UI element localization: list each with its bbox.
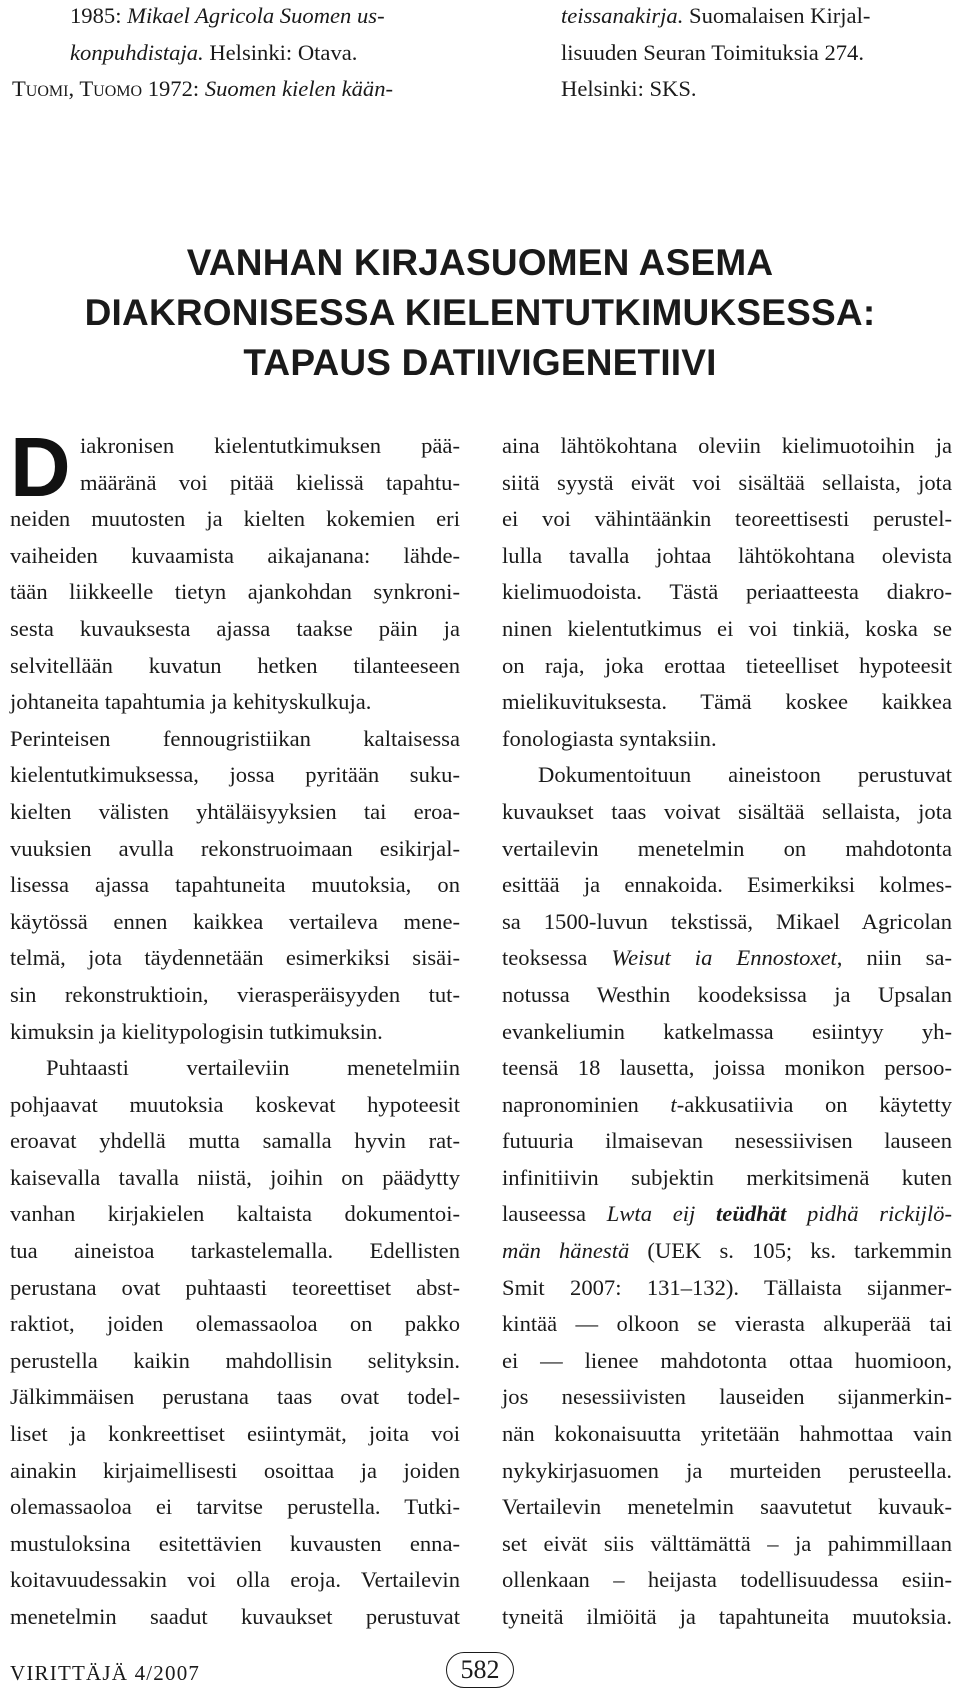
body-line: neiden muutosten ja kielten kokemien eri — [10, 506, 460, 532]
body-line: perustella kaikin mahdollisin selityksin. — [10, 1347, 460, 1373]
body-line: aina lähtökohtana oleviin kielimuotoihin ja — [502, 433, 952, 458]
body-line: pohjaavat muutoksia koskevat hypoteesit — [10, 1091, 460, 1117]
text-run: teoksessa — [502, 945, 612, 971]
body-line: on raja, joka erottaa tieteelliset hypoteesit — [502, 652, 952, 678]
body-line: kintää — olkoon se vierasta alkuperää tai — [502, 1311, 952, 1337]
body-line: Dokumentoituun aineistoon perustuvat — [538, 762, 952, 788]
body-line: Vertailevin menetelmin saavutetut kuvauk- — [502, 1494, 952, 1520]
example-text: Lwta eij — [606, 1201, 717, 1227]
author-name: Tuomi, Tuomo 1972: — [12, 76, 205, 102]
title-line: TAPAUS DATIIVIGENETIIVI — [243, 342, 717, 383]
reference-line — [12, 0, 460, 35]
text-run: , niin sa- — [836, 945, 952, 971]
body-line — [502, 1196, 952, 1233]
body-line: ei — lienee mahdotonta ottaa huomioon, — [502, 1347, 952, 1373]
body-line: Puhtaasti vertaileviin menetelmiin — [46, 1055, 460, 1081]
drop-cap: D — [10, 420, 71, 514]
body-column-left — [10, 420, 460, 1636]
body-line: jos nesessiivisten lauseiden sijanmerkin- — [502, 1384, 952, 1410]
reference-line: konpuhdistaja. Helsinki: Otava. — [70, 39, 358, 65]
body-line: käytössä ennen kaikkea vertaileva mene- — [10, 908, 460, 934]
body-line: fonologiasta syntaksiin. — [502, 725, 717, 751]
paragraph — [502, 428, 952, 757]
journal-issue: VIRITTÄJÄ 4/2007 — [10, 1661, 201, 1685]
text-run: lauseessa — [502, 1201, 607, 1227]
body-line: ainakin kirjaimellisesti osoittaa ja joiden — [10, 1457, 460, 1483]
body-line: Perinteisen fennougristiikan kaltaisessa — [10, 725, 460, 751]
body-line: kaisevalla tavalla niistä, joihin on päädytty — [10, 1164, 460, 1190]
paragraph — [502, 1270, 952, 1636]
body-line: sesta kuvauksesta ajassa taakse päin ja — [10, 615, 460, 641]
body-line: evankeliumin katkelmassa esiintyy yh- — [502, 1018, 952, 1044]
body-line: johtaneita tapahtumia ja kehityskulkuja. — [10, 689, 372, 715]
body-line: määränä voi pitää kielissä tapahtu- — [80, 469, 460, 495]
body-line: siitä syystä eivät voi sisältää sellaista, jota — [502, 469, 952, 495]
body-line: liset ja konkreettiset esiintymät, joita voi — [10, 1421, 460, 1447]
reference-line: teissanakirja. Suomalaisen Kirjal- — [561, 3, 871, 28]
text-run: -akkusatiivia on käytetty — [676, 1091, 952, 1117]
references-left — [12, 0, 460, 108]
body-line: teensä 18 lausetta, joissa monikon persoo- — [502, 1055, 952, 1081]
body-line: notussa Westhin koodeksissa ja Upsalan — [502, 981, 952, 1007]
body-line — [502, 1233, 952, 1270]
reference-line: lisuuden Seuran Toimituksia 274. — [561, 39, 864, 65]
italic-morpheme: t — [670, 1091, 677, 1117]
reference-text: 1985: Mikael Agricola Suomen us- — [70, 3, 385, 28]
body-line: iakronisen kielentutkimuksen pää- — [80, 433, 460, 458]
body-line: set eivät siis välttämättä – ja pahimmillaan — [502, 1530, 952, 1556]
body-line: Smit 2007: 131–132). Tällaista sijanmer- — [502, 1274, 952, 1300]
body-line: vanhan kirjakielen kaltaista dokumentoi- — [10, 1201, 460, 1227]
body-line: kimuksin ja kielitypologisin tutkimuksin. — [10, 1018, 383, 1044]
work-title: Mikael Agricola Suomen us- — [127, 3, 385, 28]
body-line: eroavat yhdellä mutta samalla hyvin rat- — [10, 1128, 460, 1154]
title-line: VANHAN KIRJASUOMEN ASEMA — [186, 242, 774, 283]
example-text: pidhä rickijlö- — [786, 1201, 952, 1227]
body-line: ninen kielentutkimus ei voi tinkiä, koska se — [502, 615, 952, 641]
reference-line: Helsinki: SKS. — [561, 76, 697, 102]
body-line: futuuria ilmaisevan nesessiivisen lauseen — [502, 1128, 952, 1154]
paragraph — [502, 1123, 952, 1196]
reference-line — [12, 71, 460, 108]
paragraph — [502, 757, 952, 940]
body-line: olemassaoloa ei tarvitse perustella. Tutki- — [10, 1494, 460, 1520]
body-line: raktiot, joiden olemassaoloa on pakko — [10, 1311, 460, 1337]
body-line: lisessa ajassa tapahtuneita muutoksia, on — [10, 872, 460, 898]
references-right — [561, 0, 956, 108]
paragraph — [502, 977, 952, 1087]
example-highlight: teüdhät — [716, 1201, 787, 1227]
body-line: tyneitä ilmiöitä ja tapahtuneita muutoksia. — [502, 1604, 952, 1629]
article-title — [0, 238, 960, 388]
body-line: esittää ja ennakoida. Esimerkiksi kolmes- — [502, 872, 952, 898]
body-line: nän kokonaisuutta yritetään hahmottaa vain — [502, 1421, 952, 1447]
body-line — [502, 1087, 952, 1124]
body-line: ollenkaan – heijasta todellisuudessa esiin- — [502, 1567, 952, 1593]
body-line: tua aineistoa tarkastelemalla. Edellisten — [10, 1238, 460, 1264]
body-column-right — [502, 428, 952, 1636]
body-line: tään liikkeelle tietyn ajankohdan synkroni- — [10, 579, 460, 605]
body-line: kielten välisten yhtäläisyyksien tai eroa- — [10, 798, 460, 824]
example-text: män hänestä — [502, 1238, 630, 1264]
body-line: kielimuodoista. Tästä periaatteesta diakro- — [502, 579, 952, 605]
body-line: vertailevin menetelmin on mahdotonta — [502, 835, 952, 861]
body-line: mustuloksina esitettävien kuvausten enna- — [10, 1530, 460, 1556]
work-title: Weisut ia Ennostoxet — [611, 945, 837, 971]
body-line: menetelmin saadut kuvaukset perustuvat — [10, 1604, 460, 1629]
text-run: (UEK s. 105; ks. tarkemmin — [629, 1238, 952, 1264]
body-line: infinitiivin subjektin merkitsimenä kuten — [502, 1164, 952, 1190]
body-line: sa 1500-luvun tekstissä, Mikael Agricolan — [502, 908, 952, 934]
body-line: vaiheiden kuvaamista aikajanana: lähde- — [10, 542, 460, 568]
title-line: DIAKRONISESSA KIELENTUTKIMUKSESSA: — [84, 292, 876, 333]
body-line: vuuksien avulla rekonstruoimaan esikirjal- — [10, 835, 460, 861]
body-line: telmä, jota täydennetään esimerkiksi sisäi- — [10, 945, 460, 971]
body-line: kielentutkimuksessa, jossa pyritään suku- — [10, 762, 460, 788]
body-line: mielikuvituksesta. Tämä koskee kaikkea — [502, 689, 952, 715]
body-line: lulla tavalla johtaa lähtökohtana olevista — [502, 542, 952, 568]
body-line: Jälkimmäisen perustana taas ovat todel- — [10, 1384, 460, 1410]
body-line: nykykirjasuomen ja murteiden perusteella. — [502, 1457, 952, 1483]
body-line: ei voi vähintäänkin teoreettisesti perustel- — [502, 506, 952, 532]
text-run: napronominien — [502, 1091, 671, 1117]
body-line: koitavuudessakin voi olla eroja. Vertailevin — [10, 1567, 460, 1593]
body-line: sin rekonstruktioin, vierasperäisyyden tut- — [10, 981, 460, 1007]
page-number: 582 — [446, 1652, 514, 1688]
work-title: Suomen kielen kään- — [204, 76, 394, 102]
body-line — [502, 940, 952, 977]
body-line: selvitellään kuvatun hetken tilanteeseen — [10, 652, 460, 678]
body-line: perustana ovat puhtaasti teoreettiset abst- — [10, 1274, 460, 1300]
body-line: kuvaukset taas voivat sisältää sellaista, jota — [502, 798, 952, 824]
